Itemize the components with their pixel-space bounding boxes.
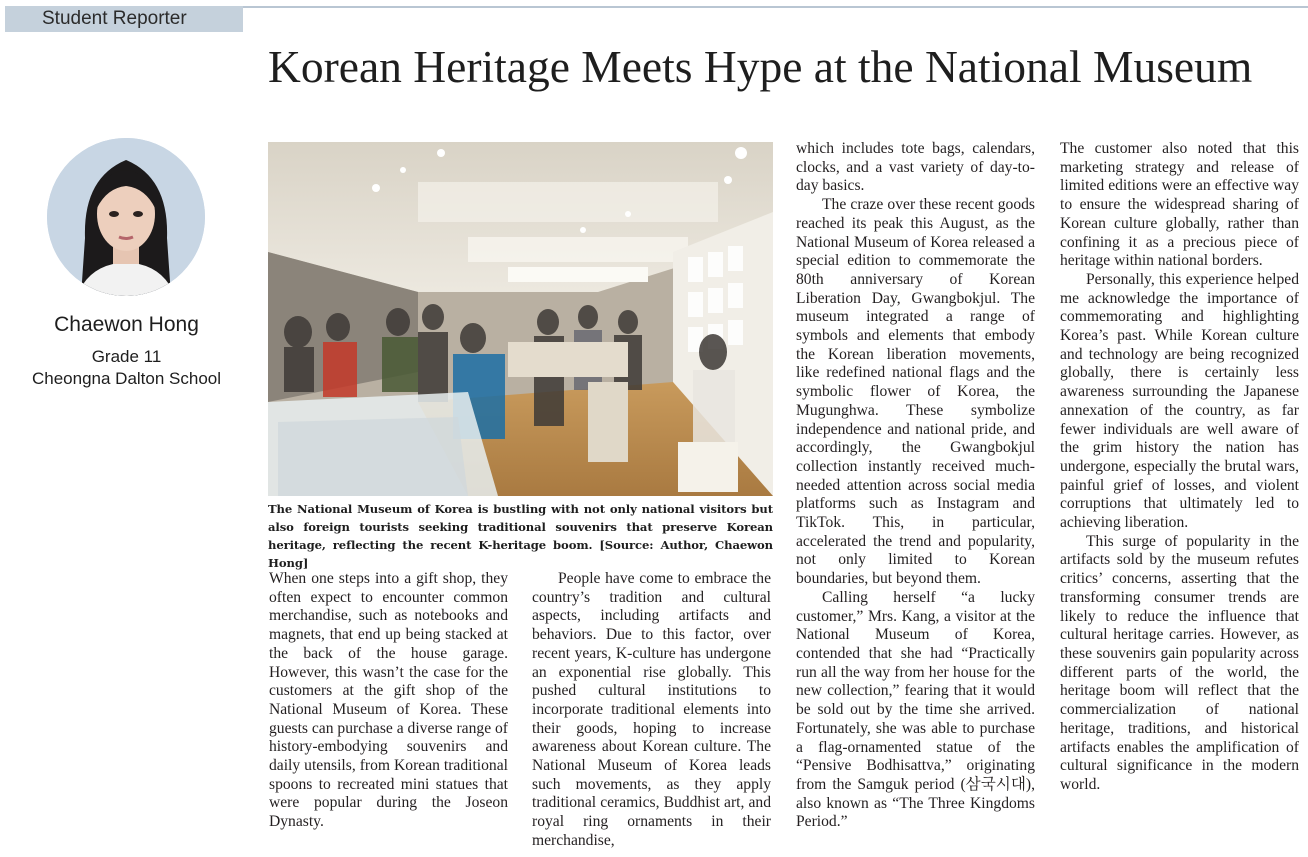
paragraph: When one steps into a gift shop, they often expect to encounter common merchandise, such as notebooks and magnets, that end up being stacked at the back of the house garage. However, this wasn’t the case for the customers at the gift shop of the National Museum of Korea. These guests can purchase a diverse range of history-embodying souvenirs and daily utensils, from Korean traditional spoons to recreated mini statues that were popular during the Joseon Dynasty. — [269, 570, 509, 831]
paragraph: Calling herself “a lucky customer,” Mrs. Kang, a visitor at the National Museum of Korea, contended that she had “Practically run all the way from her house for the new collection,” fearing that it would be sold out by the time she arrived. Fortunately, she was able to purchase a flag-ornamented statue of the “Pensive Bodhisattva,” originating from the Samguk period (삼국시대), also known as “The Three Kingdoms Period.” — [796, 588, 1035, 831]
paragraph: Personally, this experience helped me acknowledge the importance of commemorating and highlighting Korea’s past. While Korean culture and technology are being recognized globally, there is certainly less awareness surrounding the Japanese annexation of the country, as far fewer individuals are well aware of the grim history the nation has undergone, especially the brutal wars, painful grief of losses, and violent corruptions that ultimately led to achieving liberation. — [1060, 270, 1299, 532]
article-column-3 — [796, 140, 1035, 832]
paragraph: People have come to embrace the country’s tradition and cultural aspects, including artifacts and behaviors. Due to this factor, over recent years, K-culture has undergone an exponential rise globally. This pushed cultural institutions to incorporate traditional elements into their goods, hoping to increase awareness about Korean culture. The National Museum of Korea leads such movements, as they apply traditional ceramics, Buddhist art, and royal ring ornaments in their merchandise, — [532, 570, 771, 849]
photo-caption: The National Museum of Korea is bustling with not only national visitors but also foreign tourists seeking traditional souvenirs that preserve Korean heritage, reflecting the recent K-heritage boom. [Source: Author, Chaewon Hong] — [268, 502, 773, 570]
author-school: Cheongna Dalton School — [31, 369, 222, 388]
author-avatar — [47, 138, 205, 296]
header-rule — [243, 6, 1308, 8]
section-label: Student Reporter — [5, 6, 243, 32]
museum-shop-photo — [268, 142, 773, 496]
paragraph: which includes tote bags, calendars, clocks, and a vast variety of day-to-day basics. — [796, 140, 1035, 195]
article-column-4 — [1060, 140, 1299, 795]
article-column-1 — [269, 570, 508, 832]
paragraph: This surge of popularity in the artifacts sold by the museum refutes critics’ concerns, asserting that the transforming consumer trends are likely to reduce the influence that cultural heritage carries. However, as these souvenirs gain popularity across different parts of the world, the heritage boom will reflect that the commercialization of national heritage, traditions, and historical artifacts enables the amplification of cultural significance in the modern world. — [1060, 532, 1299, 793]
author-grade: Grade 11 — [91, 347, 162, 366]
author-portrait-illustration — [47, 138, 205, 296]
article-column-2 — [532, 570, 771, 851]
paragraph: The customer also noted that this marketing strategy and release of limited editions were an effective way to ensure the widespread sharing of Korean culture globally, rather than confining it as a precious piece of heritage within national borders. — [1060, 140, 1299, 270]
author-name: Chaewon Hong — [54, 313, 199, 336]
headline: Korean Heritage Meets Hype at the National Museum — [268, 41, 1253, 92]
museum-shop-illustration — [268, 142, 773, 496]
paragraph: The craze over these recent goods reached its peak this August, as the National Museum of Korea released a special edition to commemorate the 80th anniversary of Korean Liberation Day, Gwangbokjul. The museum integrated a range of symbols and elements that embody the Korean liberation movements, like redefined national flags and the symbolic flower of Korea, the Mugunghwa. These symbolize independence and national pride, and accordingly, the Gwangbokjul collection instantly received much-needed attention across social media platforms such as Instagram and TikTok. This, in particular, accelerated the trend and popularity, not only limited to Korean boundaries, but beyond them. — [796, 196, 1035, 588]
